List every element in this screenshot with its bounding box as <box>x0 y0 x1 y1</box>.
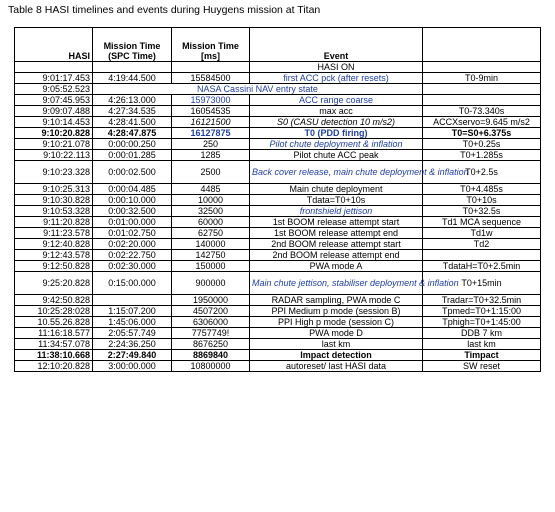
cell-event: ACC range coarse <box>250 95 423 106</box>
cell-mission-time-spc: 4:27:34.535 <box>93 106 172 117</box>
cell-event: Main chute deployment <box>250 184 423 195</box>
cell-mission-time-ms: 10800000 <box>172 361 250 372</box>
cell-extra: last km <box>423 339 541 350</box>
cell-mission-time-ms: 7757749! <box>172 328 250 339</box>
cell-event: 2nd BOOM release attempt end <box>250 250 423 261</box>
cell-event: Impact detection <box>250 350 423 361</box>
cell-event: 1st BOOM release attempt start <box>250 217 423 228</box>
table-row <box>15 95 541 106</box>
cell-hasi-time: 9:10:20.828 <box>15 128 93 139</box>
table-caption: Table 8 HASI timelines and events during Huygens mission at Titan <box>8 4 321 16</box>
cell-mission-time-spc: 2:27:49.840 <box>93 350 172 361</box>
cell-hasi-time: 9:10:21.078 <box>15 139 93 150</box>
table-row <box>15 195 541 206</box>
table-row <box>15 128 541 139</box>
cell-event: 2nd BOOM release attempt start <box>250 239 423 250</box>
cell-mission-time-spc: 0:02:30.000 <box>93 261 172 272</box>
cell-extra: T0+10s <box>423 195 541 206</box>
table-row <box>15 295 541 306</box>
cell-mission-time-spc: 4:19:44.500 <box>93 73 172 84</box>
cell-mission-time-ms: 1950000 <box>172 295 250 306</box>
cell-hasi-time: 11:38:10.668 <box>15 350 93 361</box>
table-row <box>15 228 541 239</box>
cell-extra: Tradar=T0+32.5min <box>423 295 541 306</box>
col-header-spc-line1: Mission Time <box>103 41 161 51</box>
cell-mission-time-spc: 0:00:00.250 <box>93 139 172 150</box>
cell-event: Back cover release, main chute deployment & inflation <box>250 161 423 184</box>
cell-mission-time-ms: 8676250 <box>172 339 250 350</box>
cell-mission-time-spc: 2:24:36.250 <box>93 339 172 350</box>
cell-mission-time-ms: 1285 <box>172 150 250 161</box>
table-row-hasi-on <box>15 62 541 73</box>
hasi-timeline-table <box>14 27 541 372</box>
cell-event: first ACC pck (after resets) <box>250 73 423 84</box>
col-header-ms-line2: [ms] <box>200 51 220 61</box>
cell-hasi-on: HASI ON <box>250 62 423 73</box>
table-row <box>15 217 541 228</box>
cell-event: Tdata=T0+10s <box>250 195 423 206</box>
cell-mission-time-ms: 62750 <box>172 228 250 239</box>
cell-hasi-time: 9:42:50.828 <box>15 295 93 306</box>
cell-mission-time-ms: 16121500 <box>172 117 250 128</box>
cell-mission-time-spc: 0:15:00.000 <box>93 272 172 295</box>
table-row <box>15 339 541 350</box>
cell-hasi-time: 9:07:45.953 <box>15 95 93 106</box>
cell-mission-time-spc: 0:01:00.000 <box>93 217 172 228</box>
cell-extra: T0+4.485s <box>423 184 541 195</box>
cell-event: PWA mode A <box>250 261 423 272</box>
table-row <box>15 272 541 295</box>
cell-mission-time-spc: 0:02:20.000 <box>93 239 172 250</box>
cell-mission-time-ms: 900000 <box>172 272 250 295</box>
table-row <box>15 328 541 339</box>
cell-mission-time-spc: 0:00:10.000 <box>93 195 172 206</box>
table-row <box>15 239 541 250</box>
cell-mission-time-ms: 32500 <box>172 206 250 217</box>
cell-empty <box>172 62 250 73</box>
cell-extra: T0+1.285s <box>423 150 541 161</box>
cell-hasi-time: 9:11:23.578 <box>15 228 93 239</box>
cell-event: Pilot chute deployment & inflation <box>250 139 423 150</box>
cell-event: RADAR sampling, PWA mode C <box>250 295 423 306</box>
table-row <box>15 206 541 217</box>
cell-hasi-time: 9:12:43.578 <box>15 250 93 261</box>
cell-event: frontshield jettison <box>250 206 423 217</box>
cell-mission-time-ms: 4507200 <box>172 306 250 317</box>
cell-extra: Tpmed=T0+1:15:00 <box>423 306 541 317</box>
cell-hasi-time: 9:10:53.328 <box>15 206 93 217</box>
cell-extra: T0+0.25s <box>423 139 541 150</box>
cell-extra: T0-9min <box>423 73 541 84</box>
cell-mission-time-spc: 0:00:02.500 <box>93 161 172 184</box>
table-row <box>15 306 541 317</box>
cell-mission-time-spc: 0:00:32.500 <box>93 206 172 217</box>
cell-empty <box>15 62 93 73</box>
cell-mission-time-spc: 3:00:00.000 <box>93 361 172 372</box>
cell-extra: T0+32.5s <box>423 206 541 217</box>
cell-empty <box>423 62 541 73</box>
cell-mission-time-spc: 4:26:13.000 <box>93 95 172 106</box>
cell-extra: T0+2.5s <box>423 161 541 184</box>
cell-extra: T0+15min <box>423 272 541 295</box>
cell-hasi-time: 11:34:57.078 <box>15 339 93 350</box>
table-row <box>15 350 541 361</box>
table-header-row <box>15 28 541 62</box>
cell-mission-time-spc: 1:15:07.200 <box>93 306 172 317</box>
cell-mission-time-ms: 15973000 <box>172 95 250 106</box>
table-row <box>15 139 541 150</box>
table-row <box>15 184 541 195</box>
cell-mission-time-ms: 15584500 <box>172 73 250 84</box>
cell-extra <box>423 84 541 95</box>
cell-hasi-time: 9:05:52.523 <box>15 84 93 95</box>
cell-mission-time-spc: 1:45:06.000 <box>93 317 172 328</box>
table-row <box>15 161 541 184</box>
cell-extra: T0-73.340s <box>423 106 541 117</box>
table-row <box>15 106 541 117</box>
cell-event: Main chute jettison, stabiliser deployment & inflation <box>250 272 423 295</box>
cell-mission-time-ms: 8869840 <box>172 350 250 361</box>
table-row <box>15 261 541 272</box>
cell-event: PPI Medium p mode (session B) <box>250 306 423 317</box>
cell-mission-time-ms: 140000 <box>172 239 250 250</box>
cell-hasi-time: 9:12:50.828 <box>15 261 93 272</box>
table-row <box>15 150 541 161</box>
cell-extra: Td1 MCA sequence <box>423 217 541 228</box>
table-row <box>15 317 541 328</box>
cell-hasi-time: 9:11:20.828 <box>15 217 93 228</box>
cell-mission-time-spc: 0:00:04.485 <box>93 184 172 195</box>
cell-mission-time-ms: 4485 <box>172 184 250 195</box>
cell-mission-time-ms: 150000 <box>172 261 250 272</box>
cell-mission-time-spc: 0:02:22.750 <box>93 250 172 261</box>
cell-mission-time-ms: 2500 <box>172 161 250 184</box>
col-header-ms-line1: Mission Time <box>182 41 239 51</box>
cell-extra: SW reset <box>423 361 541 372</box>
cell-hasi-time: 9:10:22.113 <box>15 150 93 161</box>
cell-hasi-time: 9:01:17.453 <box>15 73 93 84</box>
cell-extra: Timpact <box>423 350 541 361</box>
cell-extra: T0=S0+6.375s <box>423 128 541 139</box>
table-row <box>15 73 541 84</box>
cell-extra: TdataH=T0+2.5min <box>423 261 541 272</box>
cell-event: max acc <box>250 106 423 117</box>
cell-hasi-time: 9:10:25.313 <box>15 184 93 195</box>
table-row <box>15 250 541 261</box>
cell-hasi-time: 9:25:20.828 <box>15 272 93 295</box>
cell-hasi-time: 9:10:23.328 <box>15 161 93 184</box>
col-header-spc-line2: (SPC Time) <box>108 51 156 61</box>
cell-event: S0 (CASU detection 10 m/s2) <box>250 117 423 128</box>
cell-mission-time-ms: 250 <box>172 139 250 150</box>
cell-mission-time-ms: 10000 <box>172 195 250 206</box>
cell-hasi-time: 9:10:30.828 <box>15 195 93 206</box>
table-row <box>15 117 541 128</box>
cell-mission-time-spc <box>93 295 172 306</box>
cell-hasi-time: 10:25:28:028 <box>15 306 93 317</box>
cell-mission-time-ms: 16127875 <box>172 128 250 139</box>
cell-extra: ACCXservo=9.645 m/s2 <box>423 117 541 128</box>
cell-extra: Tphigh=T0+1:45:00 <box>423 317 541 328</box>
table-row <box>15 361 541 372</box>
cell-mission-time-spc: 2:05:57.749 <box>93 328 172 339</box>
col-header-mission-time-ms <box>172 28 250 62</box>
table-row <box>15 84 541 95</box>
cell-mission-time-ms: 142750 <box>172 250 250 261</box>
col-header-event: Event <box>250 28 423 62</box>
cell-mission-time-spc: 0:01:02.750 <box>93 228 172 239</box>
cell-hasi-time: 10.55.26.828 <box>15 317 93 328</box>
col-header-mission-time-spc <box>93 28 172 62</box>
cell-event: NASA Cassini NAV entry state <box>93 84 423 95</box>
cell-event: PWA mode D <box>250 328 423 339</box>
cell-event: PPI High p mode (session C) <box>250 317 423 328</box>
cell-hasi-time: 12:10:20.828 <box>15 361 93 372</box>
cell-mission-time-ms: 60000 <box>172 217 250 228</box>
cell-event: last km <box>250 339 423 350</box>
cell-extra <box>423 250 541 261</box>
cell-extra: Td2 <box>423 239 541 250</box>
cell-hasi-time: 9:10:14.453 <box>15 117 93 128</box>
cell-extra <box>423 95 541 106</box>
cell-event: T0 (PDD firing) <box>250 128 423 139</box>
cell-mission-time-spc: 4:28:41.500 <box>93 117 172 128</box>
cell-event: autoreset/ last HASI data <box>250 361 423 372</box>
cell-event: 1st BOOM release attempt end <box>250 228 423 239</box>
cell-hasi-time: 9:09:07.488 <box>15 106 93 117</box>
cell-empty <box>93 62 172 73</box>
cell-extra: Td1w <box>423 228 541 239</box>
col-header-extra <box>423 28 541 62</box>
cell-hasi-time: 9:12:40.828 <box>15 239 93 250</box>
cell-extra: DDB 7 km <box>423 328 541 339</box>
cell-hasi-time: 11:16:18.577 <box>15 328 93 339</box>
cell-mission-time-spc: 4:28:47.875 <box>93 128 172 139</box>
cell-mission-time-ms: 16054535 <box>172 106 250 117</box>
cell-mission-time-ms: 6306000 <box>172 317 250 328</box>
col-header-hasi: HASI <box>15 28 93 62</box>
cell-mission-time-spc: 0:00:01.285 <box>93 150 172 161</box>
cell-event: Pilot chute ACC peak <box>250 150 423 161</box>
